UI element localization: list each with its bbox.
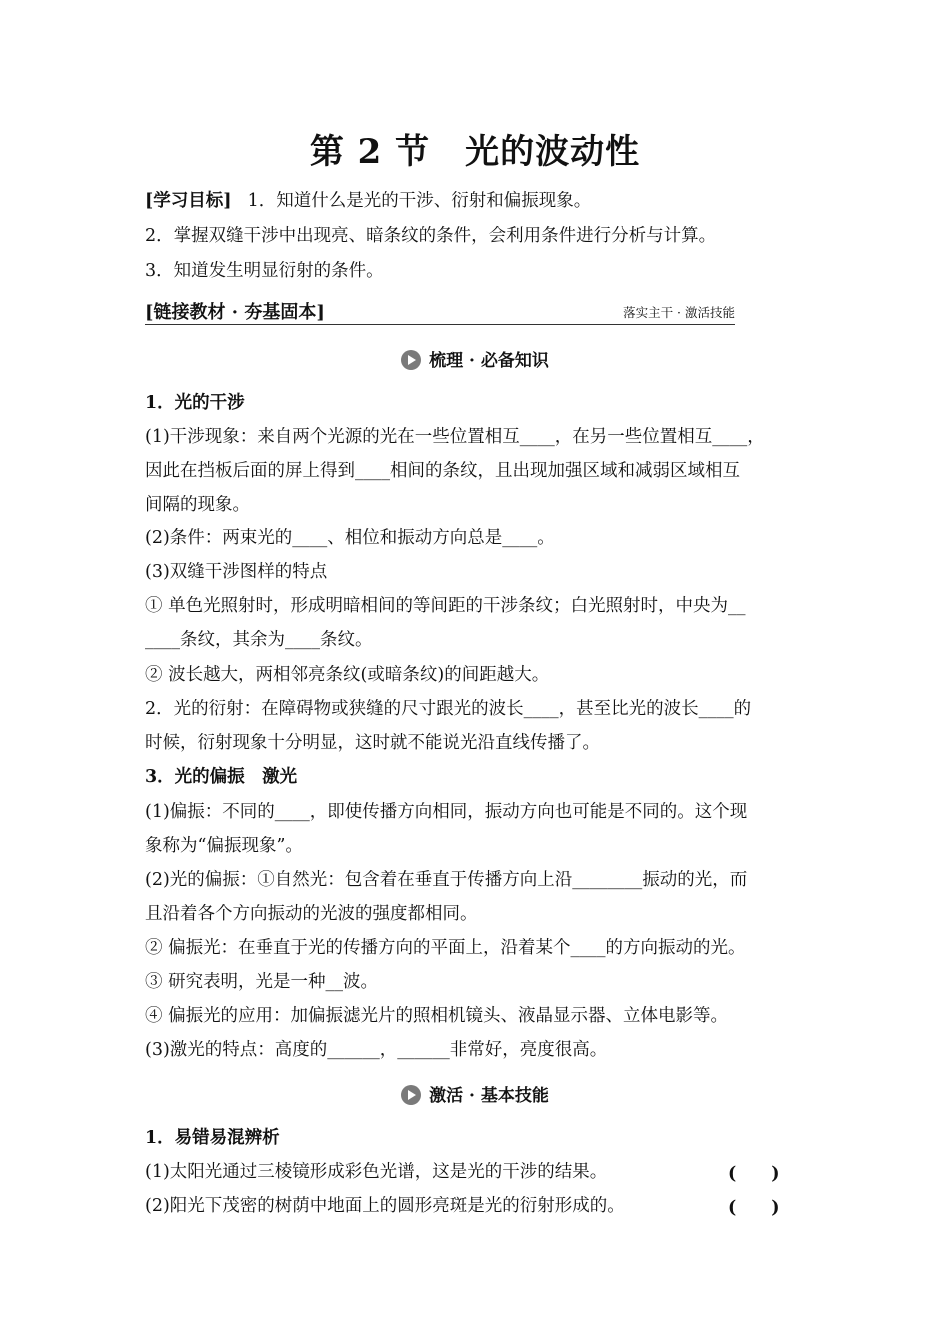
- content-line: (3)双缝干涉图样的特点: [145, 562, 328, 582]
- content-line: (2)条件：两束光的____、相位和振动方向总是____。: [145, 528, 555, 548]
- content-line: 1．光的干涉: [145, 393, 245, 413]
- content-line: ② 波长越大，两相邻亮条纹(或暗条纹)的间距越大。: [145, 665, 550, 685]
- content-line: 2．光的衍射：在障碍物或狭缝的尺寸跟光的波长____，甚至比光的波长____的: [145, 699, 752, 719]
- content-line: ④ 偏振光的应用：加偏振滤光片的照相机镜头、液晶显示器、立体电影等。: [145, 1006, 729, 1026]
- page-title: 第 2 节 光的波动性: [309, 132, 641, 172]
- content-line: ① 单色光照射时，形成明暗相间的等间距的干涉条纹；白光照射时，中央为__: [145, 596, 746, 616]
- content-line: 间隔的现象。: [145, 495, 250, 515]
- content-line: ____条纹，其余为____条纹。: [145, 630, 373, 650]
- play-icon: [401, 1085, 421, 1105]
- content-line: (1)干涉现象：来自两个光源的光在一些位置相互____，在另一些位置相互____，: [145, 427, 765, 447]
- content-line: 1．易错易混辨析: [145, 1128, 280, 1148]
- content-line: (1)偏振：不同的____，即使传播方向相同，振动方向也可能是不同的。这个现: [145, 802, 748, 822]
- content-line: ② 偏振光：在垂直于光的传播方向的平面上，沿着某个____的方向振动的光。: [145, 938, 746, 958]
- content-line: 且沿着各个方向振动的光波的强度都相同。: [145, 904, 478, 924]
- judgement-item: (2)阳光下茂密的树荫中地面上的圆形亮斑是光的衍射形成的。: [145, 1196, 625, 1216]
- content-line: (3)激光的特点：高度的______，______非常好，亮度很高。: [145, 1040, 608, 1060]
- content-line: 因此在挡板后面的屏上得到____相间的条纹，且出现加强区域和减弱区域相互: [145, 461, 740, 481]
- section-heading-text: 激活 · 基本技能: [429, 1086, 549, 1106]
- answer-parentheses[interactable]: ( ): [728, 1198, 780, 1218]
- answer-parentheses[interactable]: ( ): [728, 1164, 780, 1184]
- learning-goal-item: 1．知道什么是光的干涉、衍射和偏振现象。: [247, 191, 592, 211]
- learning-goals-line-1: [145, 189, 815, 213]
- banner-title: [链接教材 · 夯基固本]: [145, 302, 325, 323]
- banner-subtitle: 落实主干 · 激活技能: [623, 305, 735, 320]
- content-line: 时候，衍射现象十分明显，这时就不能说光沿直线传播了。: [145, 733, 600, 753]
- judgement-item: (1)太阳光通过三棱镜形成彩色光谱，这是光的干涉的结果。: [145, 1162, 608, 1182]
- learning-goals-label: [学习目标]: [145, 191, 232, 211]
- content-line: 3．光的偏振 激光: [145, 767, 298, 787]
- content-line: 象称为“偏振现象”。: [145, 836, 303, 856]
- section-heading-text: 梳理 · 必备知识: [429, 351, 549, 371]
- content-line: ③ 研究表明，光是一种__波。: [145, 972, 379, 992]
- section-heading-skills: [0, 1081, 950, 1106]
- play-icon: [401, 350, 421, 370]
- learning-goal-item: 2．掌握双缝干涉中出现亮、暗条纹的条件，会利用条件进行分析与计算。: [145, 226, 717, 246]
- section-banner: [145, 298, 735, 325]
- section-heading-review: [0, 346, 950, 371]
- learning-goal-item: 3．知道发生明显衍射的条件。: [145, 261, 384, 281]
- content-line: (2)光的偏振：①自然光：包含着在垂直于传播方向上沿________振动的光，而: [145, 870, 748, 890]
